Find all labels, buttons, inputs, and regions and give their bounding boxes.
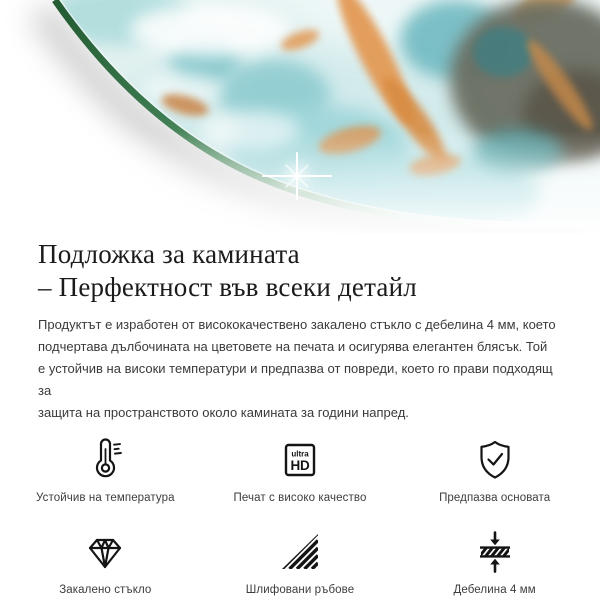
thickness-arrows-icon	[472, 528, 518, 576]
ultra-hd-icon-text-bottom: HD	[290, 457, 310, 473]
ultra-hd-icon-text-top: ultra	[291, 449, 309, 459]
feature-grid	[8, 436, 592, 596]
diamond-icon	[82, 528, 128, 576]
page-title-line2: – Перфектност във всеки детайл	[38, 271, 417, 302]
description-line: Продуктът е изработен от висококачествено закалено стъкло с дебелина 4 мм, което	[38, 316, 556, 332]
page-title	[38, 238, 562, 304]
description-line: е устойчив на високи температури и предпазва от повреди, което го прави подходящ за	[38, 360, 553, 398]
feature-protects-base	[397, 436, 592, 504]
glass-pad-illustration	[0, 0, 600, 234]
feature-label: Шлифовани ръбове	[245, 583, 355, 596]
page-title-line1: Подложка за камината	[38, 239, 300, 269]
feature-tempered-glass	[8, 528, 203, 596]
ultra-hd-icon	[277, 436, 323, 484]
description-line: защита на пространството около камината за години напред.	[38, 404, 409, 420]
feature-print-quality	[203, 436, 398, 504]
feature-label: Закалено стъкло	[59, 583, 152, 596]
feature-polished-edges	[203, 528, 398, 596]
feature-label: Печат с високо качество	[233, 491, 367, 504]
product-description	[38, 314, 566, 424]
feature-thickness	[397, 528, 592, 596]
feature-label: Дебелина 4 мм	[453, 583, 536, 596]
feature-label: Предпазва основата	[439, 491, 551, 504]
product-photo	[0, 0, 600, 234]
feature-temperature	[8, 436, 203, 504]
shield-check-icon	[472, 436, 518, 484]
feature-label: Устойчив на температура	[36, 491, 175, 504]
thermometer-icon	[82, 436, 128, 484]
polished-edges-icon	[277, 528, 323, 576]
description-line: подчертава дълбочината на цветовете на печата и осигурява елегантен блясък. Той	[38, 338, 548, 354]
